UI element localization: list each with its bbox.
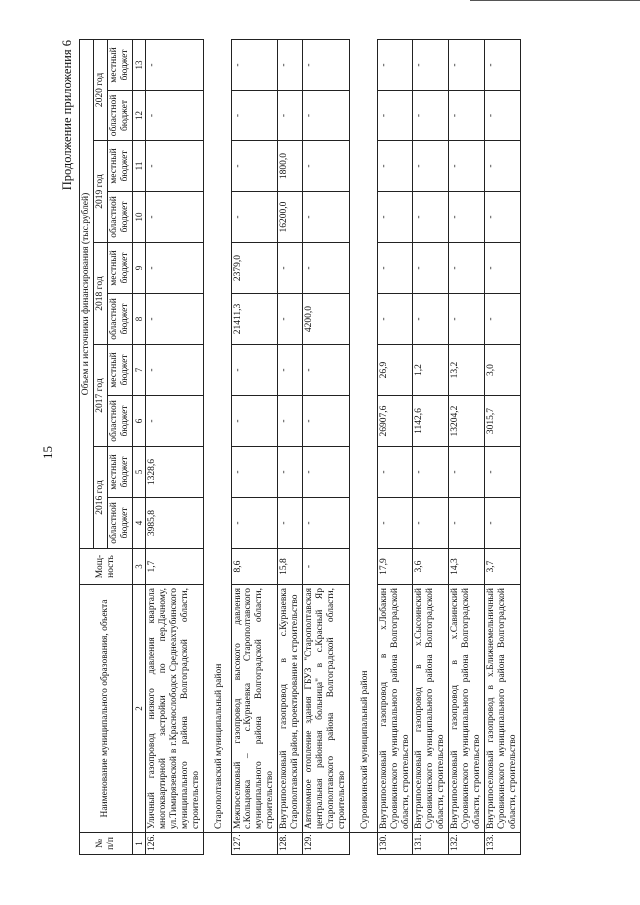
- table-row: [485, 39, 521, 854]
- power-value: 15,8: [278, 549, 303, 585]
- column-index: 11: [132, 141, 145, 192]
- funding-value: -: [278, 91, 303, 141]
- table-row: [278, 39, 303, 854]
- object-name: Внутрипоселковый газопровод в с.Курнаевка Старополтавский район, проектирование и строительство: [278, 585, 303, 833]
- row-number: 132.: [449, 833, 485, 855]
- funding-value: -: [146, 243, 204, 294]
- object-name: Внутрипоселковый газопровод в х.Савинский Суровикинского муниципального района Волгоградской области, строительство: [449, 585, 485, 833]
- local-budget-header: местный бюджет: [107, 39, 132, 90]
- funding-value: 3015,7: [485, 396, 521, 447]
- object-name: Внутрипоселковый газопровод в х.Сысоинский Суровикинского муниципального района Волгоградской области, строительство: [413, 585, 449, 833]
- funding-value: -: [303, 39, 350, 90]
- funding-value: -: [231, 396, 278, 447]
- table-row: [231, 39, 278, 854]
- funding-value: -: [303, 243, 350, 294]
- funding-value: -: [413, 141, 449, 192]
- funding-value: -: [303, 192, 350, 243]
- year-header-2016: 2016 год: [93, 447, 107, 549]
- funding-value: -: [377, 141, 413, 192]
- col-power-header: Мощ- ность: [80, 549, 133, 585]
- table-row: [377, 39, 413, 854]
- funding-value: -: [303, 447, 350, 498]
- row-number: 127.: [231, 833, 278, 855]
- funding-value: -: [231, 192, 278, 243]
- funding-value: 26,9: [377, 345, 413, 396]
- col-name-header: Наименование муниципального образования, объекта: [80, 585, 133, 833]
- year-header-2017: 2017 год: [93, 345, 107, 447]
- funding-value: -: [413, 243, 449, 294]
- funding-value: -: [485, 447, 521, 498]
- funding-value: -: [231, 447, 278, 498]
- funding-value: -: [278, 498, 303, 549]
- funding-value: -: [231, 91, 278, 141]
- funding-value: -: [231, 345, 278, 396]
- object-name: Внутрипоселковый газопровод в х.Ближнемельничный Суровикинского муниципального района Волгоградской области, строительство: [485, 585, 521, 833]
- funding-value: -: [377, 91, 413, 141]
- funding-value: -: [303, 141, 350, 192]
- funding-value: -: [377, 447, 413, 498]
- funding-value: -: [449, 498, 485, 549]
- funding-value: 1142,6: [413, 396, 449, 447]
- funding-value: -: [303, 396, 350, 447]
- funding-value: -: [377, 243, 413, 294]
- row-number: 133.: [485, 833, 521, 855]
- year-header-2018: 2018 год: [93, 243, 107, 345]
- funding-value: -: [377, 498, 413, 549]
- column-index: 8: [132, 294, 145, 345]
- funding-value: -: [231, 141, 278, 192]
- funding-value: -: [449, 91, 485, 141]
- funding-header: Объем и источники финансирования (тыс.рублей): [80, 39, 94, 548]
- object-name: Уличный газопровод низкого давления квартала многоквартирной застройки по пер.Дачному, ул.Тимирязевской в г.Краснослободск Среднеахтубинского муниципального района Волгоградской области, строительство: [146, 585, 204, 833]
- column-index: 2: [132, 585, 145, 833]
- funding-value: 13,2: [449, 345, 485, 396]
- column-index: 9: [132, 243, 145, 294]
- funding-value: -: [485, 243, 521, 294]
- page-number: 15: [40, 446, 55, 459]
- object-name: Автономное отопление здания ГБУЗ "Старополтавская центральная районная больница" в с.Красный Яр Старополтавского района Волгоградской области, строительство: [303, 585, 350, 833]
- funding-value: -: [231, 39, 278, 90]
- funding-value: -: [303, 345, 350, 396]
- funding-value: -: [413, 192, 449, 243]
- funding-value: -: [485, 91, 521, 141]
- column-index: 4: [132, 498, 145, 549]
- row-number: 129.: [303, 833, 350, 855]
- funding-value: -: [413, 39, 449, 90]
- funding-value: -: [303, 498, 350, 549]
- table-row: [413, 39, 449, 854]
- funding-value: -: [485, 141, 521, 192]
- table-row: [146, 39, 204, 854]
- funding-value: -: [146, 91, 204, 141]
- funding-value: -: [146, 141, 204, 192]
- section-row: [349, 39, 377, 854]
- row-number: 130.: [377, 833, 413, 855]
- object-name: Межпоселковый газопровод высокого давления с.Кольцовка – с.Курнаевка Старополтавского муниципального района Волгоградской области, строительство: [231, 585, 278, 833]
- funding-value: -: [278, 294, 303, 345]
- column-index: 3: [132, 549, 145, 585]
- column-index: 6: [132, 396, 145, 447]
- regional-budget-header: областной бюджет: [107, 294, 132, 345]
- table-row: [303, 39, 350, 854]
- row-number: 126.: [146, 833, 204, 855]
- section-spacer: [203, 833, 231, 855]
- local-budget-header: местный бюджет: [107, 141, 132, 192]
- funding-value: -: [449, 294, 485, 345]
- funding-value: -: [449, 141, 485, 192]
- funding-value: -: [377, 39, 413, 90]
- local-budget-header: местный бюджет: [107, 345, 132, 396]
- column-index: 12: [132, 91, 145, 141]
- column-index: 13: [132, 39, 145, 90]
- local-budget-header: местный бюджет: [107, 243, 132, 294]
- funding-value: 16200,0: [278, 192, 303, 243]
- column-index: 1: [132, 833, 145, 855]
- table-row: [449, 39, 485, 854]
- section-title: Старополтавский муниципальный район: [203, 39, 231, 832]
- year-header-2019: 2019 год: [93, 141, 107, 243]
- funding-value: -: [413, 91, 449, 141]
- section-title: Суровикинский муниципальный район: [349, 39, 377, 832]
- funding-value: -: [278, 243, 303, 294]
- funding-value: -: [485, 192, 521, 243]
- column-index: 10: [132, 192, 145, 243]
- year-header-2020: 2020 год: [93, 39, 107, 140]
- funding-value: -: [278, 39, 303, 90]
- funding-value: 1328,6: [146, 447, 204, 498]
- row-number: 128.: [278, 833, 303, 855]
- column-index: 7: [132, 345, 145, 396]
- header-row-index: [132, 39, 145, 854]
- funding-value: -: [485, 294, 521, 345]
- local-budget-header: местный бюджет: [107, 447, 132, 498]
- funding-value: -: [413, 294, 449, 345]
- funding-value: 2379,0: [231, 243, 278, 294]
- funding-value: -: [146, 396, 204, 447]
- power-value: 1,7: [146, 549, 204, 585]
- header-row-1: [80, 39, 94, 854]
- funding-value: 13204,2: [449, 396, 485, 447]
- funding-value: 21411,3: [231, 294, 278, 345]
- funding-value: 3985,8: [146, 498, 204, 549]
- power-value: 3,7: [485, 549, 521, 585]
- power-value: 3,6: [413, 549, 449, 585]
- regional-budget-header: областной бюджет: [107, 396, 132, 447]
- funding-value: 1,2: [413, 345, 449, 396]
- power-value: 14,3: [449, 549, 485, 585]
- funding-value: -: [413, 447, 449, 498]
- section-spacer: [349, 833, 377, 855]
- object-name: Внутрипоселковый газопровод в х.Лобакин Суровикинского муниципального района Волгоградской области, строительство: [377, 585, 413, 833]
- column-index: 5: [132, 447, 145, 498]
- power-value: 8,6: [231, 549, 278, 585]
- funding-value: -: [146, 345, 204, 396]
- funding-table: [79, 39, 521, 855]
- power-value: -: [303, 549, 350, 585]
- funding-value: 3,0: [485, 345, 521, 396]
- funding-value: -: [377, 294, 413, 345]
- continuation-label: Продолжение приложения 6: [60, 40, 74, 191]
- section-row: [203, 39, 231, 854]
- funding-value: -: [303, 91, 350, 141]
- funding-value: 1800,0: [278, 141, 303, 192]
- funding-value: -: [449, 39, 485, 90]
- funding-value: -: [278, 396, 303, 447]
- funding-value: 4200,0: [303, 294, 350, 345]
- funding-value: -: [413, 498, 449, 549]
- funding-value: -: [278, 345, 303, 396]
- funding-value: -: [449, 192, 485, 243]
- funding-value: -: [231, 498, 278, 549]
- funding-value: -: [146, 192, 204, 243]
- row-number: 131.: [413, 833, 449, 855]
- col-no-header: № п/п: [80, 833, 133, 855]
- funding-value: -: [146, 294, 204, 345]
- regional-budget-header: областной бюджет: [107, 498, 132, 549]
- regional-budget-header: областной бюджет: [107, 91, 132, 141]
- funding-value: -: [377, 192, 413, 243]
- power-value: 17,9: [377, 549, 413, 585]
- funding-value: -: [449, 447, 485, 498]
- regional-budget-header: областной бюджет: [107, 192, 132, 243]
- funding-value: -: [146, 39, 204, 90]
- funding-value: 26907,6: [377, 396, 413, 447]
- funding-value: -: [449, 243, 485, 294]
- funding-value: -: [485, 498, 521, 549]
- funding-value: -: [278, 447, 303, 498]
- funding-value: -: [485, 39, 521, 90]
